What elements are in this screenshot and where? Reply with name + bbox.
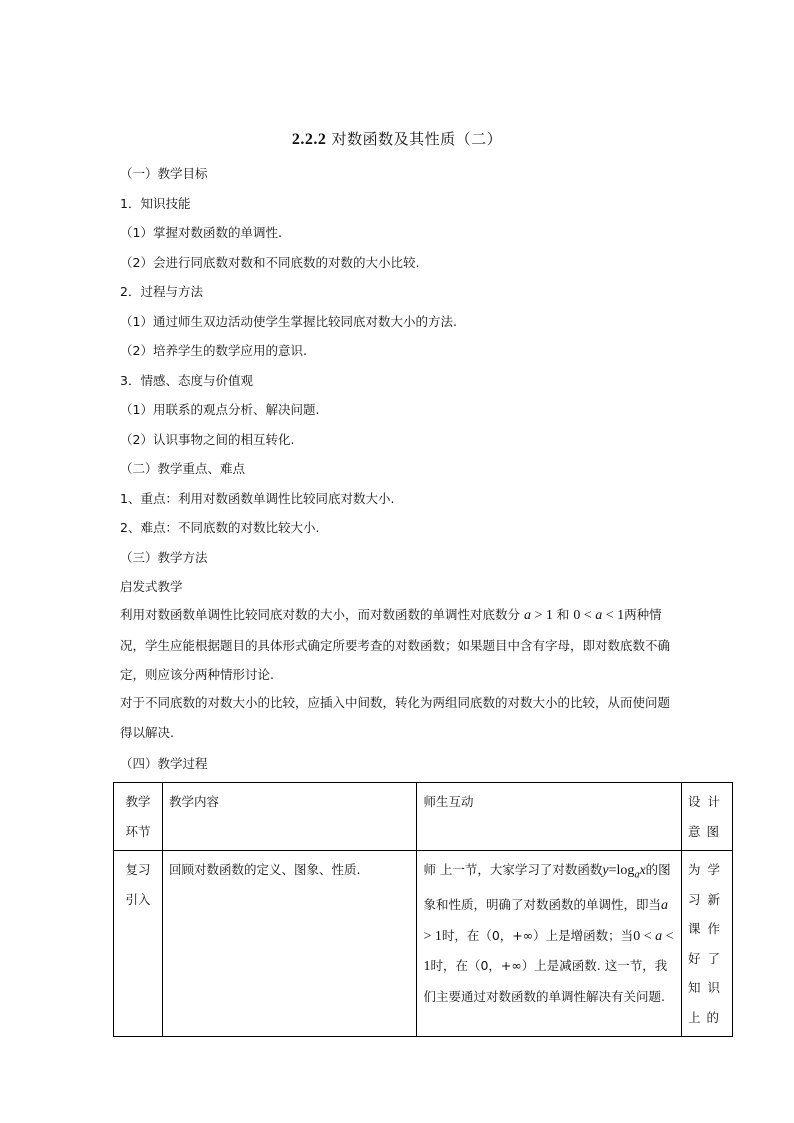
header-interaction: 师生互动 (417, 783, 682, 851)
header-stage: 教学环节 (114, 783, 163, 851)
document-title (0, 128, 794, 149)
heading-objectives: （一）教学目标 (120, 166, 208, 181)
table-row (114, 851, 733, 1037)
difficulty-item: 2、难点：不同底数的对数比较大小. (120, 520, 320, 535)
teaching-process-table (113, 782, 733, 1037)
cell-stage: 复习引入 (114, 851, 163, 1037)
objective-item: （1）通过师生双边活动使学生掌握比较同底对数大小的方法. (120, 314, 457, 329)
key-point-item: 1、重点：利用对数函数单调性比较同底对数大小. (120, 491, 395, 506)
method-paragraph-1: 利用对数函数单调性比较同底对数的大小，而对数函数的单调性对底数分 a > 1 和 0 < a < 1两种情况，学生应能根据题目的具体形式确定所要考查的对数函数；如果题目中含有字母，即对数底数不确定，则应该分两种情形讨论. (120, 607, 671, 682)
heading-knowledge-skills: 1．知识技能 (120, 196, 191, 211)
objective-item: （2）培养学生的数学应用的意识. (120, 343, 307, 358)
cell-intent: 为学习新课作好了知识上的 (682, 851, 733, 1037)
heading-teaching-method: （三）教学方法 (120, 550, 208, 565)
title-text: 对数函数及其性质（二） (331, 130, 503, 148)
cell-content: 回顾对数函数的定义、图象、性质. (162, 851, 417, 1037)
heading-teaching-process: （四）教学过程 (120, 756, 208, 771)
teaching-method-name: 启发式教学 (120, 579, 183, 594)
objective-item: （2）会进行同底数对数和不同底数的对数的大小比较. (120, 255, 420, 270)
table-header-row (114, 783, 733, 851)
header-intent: 设计意图 (682, 783, 733, 851)
section-number: 2.2.2 (291, 131, 327, 148)
objective-item: （1）掌握对数函数的单调性. (120, 225, 282, 240)
heading-emotion-values: 3．情感、态度与价值观 (120, 373, 253, 388)
objective-item: （1）用联系的观点分析、解决问题. (120, 402, 320, 417)
heading-process-method: 2．过程与方法 (120, 284, 203, 299)
cell-interaction: 师 上一节，大家学习了对数函数$y=\log_ax$的图象和性质，明确了对数函数的单调性，即当a > 1时，在（0，+∞）上是增函数；当0 < a < 1时，在（0，+∞）上是减函数. 这一节，我们主要通过对数函数的单调性解决有关问题. (417, 851, 682, 1037)
header-content: 教学内容 (162, 783, 417, 851)
objective-item: （2）认识事物之间的相互转化. (120, 432, 295, 447)
heading-key-points: （二）教学重点、难点 (120, 461, 246, 476)
method-paragraph-2: 对于不同底数的对数大小的比较，应插入中间数，转化为两组同底数的对数大小的比较，从而使问题得以解决. (120, 695, 671, 740)
